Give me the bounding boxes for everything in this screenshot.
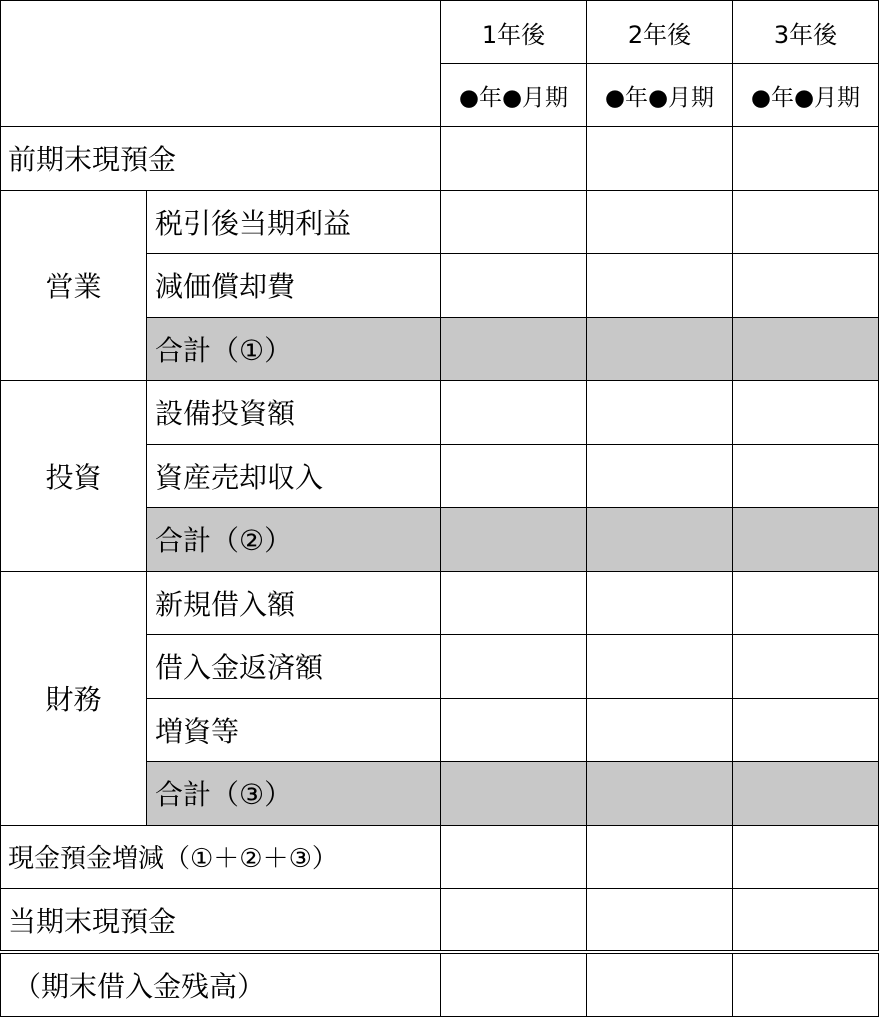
category-investing: 投資 bbox=[1, 381, 147, 572]
row-loan-balance bbox=[1, 952, 879, 1016]
label-operating-subtotal: 合計（①） bbox=[147, 317, 441, 381]
cell bbox=[733, 571, 879, 635]
label-after-tax-profit: 税引後当期利益 bbox=[147, 190, 441, 254]
header-period-2: ●年●月期 bbox=[587, 64, 733, 127]
row-closing-cash bbox=[1, 889, 879, 953]
label-loan-repayment: 借入金返済額 bbox=[147, 635, 441, 699]
category-financing: 財務 bbox=[1, 571, 147, 825]
row-operating-profit bbox=[1, 190, 879, 254]
cell-subtotal bbox=[441, 762, 587, 826]
cell-subtotal bbox=[733, 508, 879, 572]
cell bbox=[441, 635, 587, 699]
cell bbox=[441, 825, 587, 889]
cell bbox=[733, 952, 879, 1016]
cell bbox=[587, 698, 733, 762]
cell bbox=[587, 381, 733, 445]
label-investing-subtotal: 合計（②） bbox=[147, 508, 441, 572]
row-net-change bbox=[1, 825, 879, 889]
label-financing-subtotal: 合計（③） bbox=[147, 762, 441, 826]
label-capital-increase: 増資等 bbox=[147, 698, 441, 762]
cell-opening-cash-y2 bbox=[587, 127, 733, 191]
cell-subtotal bbox=[733, 762, 879, 826]
row-capex bbox=[1, 381, 879, 445]
header-period-1: ●年●月期 bbox=[441, 64, 587, 127]
header-year-2: 2年後 bbox=[587, 1, 733, 64]
cell bbox=[733, 889, 879, 953]
cell bbox=[441, 889, 587, 953]
label-depreciation: 減価償却費 bbox=[147, 254, 441, 318]
header-row-years bbox=[1, 1, 879, 64]
header-period-3: ●年●月期 bbox=[733, 64, 879, 127]
cell-opening-cash-y3 bbox=[733, 127, 879, 191]
cell bbox=[733, 444, 879, 508]
cell bbox=[587, 190, 733, 254]
cell bbox=[733, 698, 879, 762]
cell bbox=[733, 254, 879, 318]
cell bbox=[441, 571, 587, 635]
cell bbox=[587, 952, 733, 1016]
cell bbox=[587, 825, 733, 889]
cell-subtotal bbox=[587, 762, 733, 826]
label-opening-cash: 前期末現預金 bbox=[1, 127, 441, 191]
category-operating: 営業 bbox=[1, 190, 147, 381]
cell bbox=[441, 444, 587, 508]
label-asset-sale: 資産売却収入 bbox=[147, 444, 441, 508]
cell-subtotal bbox=[587, 508, 733, 572]
header-corner-cell bbox=[1, 1, 441, 127]
cell bbox=[441, 381, 587, 445]
label-new-borrowing: 新規借入額 bbox=[147, 571, 441, 635]
cell-opening-cash-y1 bbox=[441, 127, 587, 191]
label-capex: 設備投資額 bbox=[147, 381, 441, 445]
cell-subtotal bbox=[587, 317, 733, 381]
cell bbox=[441, 698, 587, 762]
cell bbox=[733, 381, 879, 445]
cell bbox=[441, 190, 587, 254]
header-year-3: 3年後 bbox=[733, 1, 879, 64]
cell bbox=[441, 254, 587, 318]
cell-subtotal bbox=[441, 317, 587, 381]
cell bbox=[587, 635, 733, 699]
cell bbox=[733, 190, 879, 254]
header-year-1: 1年後 bbox=[441, 1, 587, 64]
cell bbox=[587, 889, 733, 953]
label-closing-cash: 当期末現預金 bbox=[1, 889, 441, 953]
cell-subtotal bbox=[441, 508, 587, 572]
row-opening-cash bbox=[1, 127, 879, 191]
cell bbox=[587, 254, 733, 318]
cell bbox=[587, 571, 733, 635]
label-loan-balance: （期末借入金残高） bbox=[1, 952, 441, 1016]
cell-subtotal bbox=[733, 317, 879, 381]
label-net-change: 現金預金増減（①＋②＋③） bbox=[1, 825, 441, 889]
row-new-borrowing bbox=[1, 571, 879, 635]
cell bbox=[587, 444, 733, 508]
cell bbox=[733, 635, 879, 699]
cell bbox=[733, 825, 879, 889]
cell bbox=[441, 952, 587, 1016]
